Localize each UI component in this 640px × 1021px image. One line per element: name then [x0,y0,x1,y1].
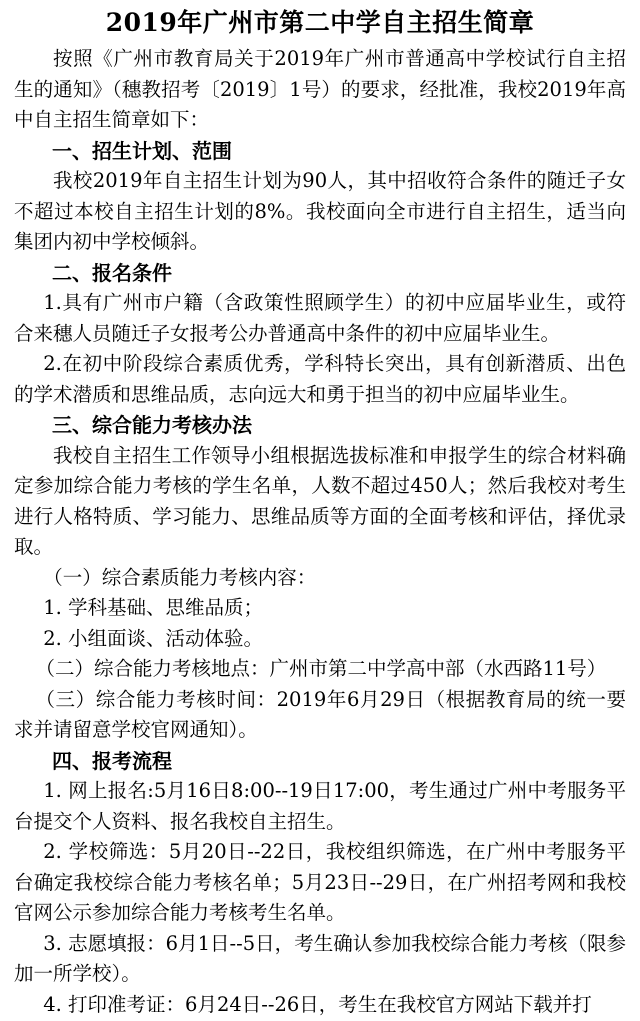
section-3-paragraph-3: 1. 学科基础、思维品质； [43,596,264,619]
section-4-paragraph-1: 1. 网上报名:5月16日8:00--19日17:00，考生通过广州中考服务平台提交个人资料、报名我校自主招生。 [14,779,626,833]
section-3-paragraph-4: 2. 小组面谈、活动体验。 [43,626,264,650]
section-heading-4: 四、报考流程 [52,748,172,773]
section-4-paragraph-4: 4. 打印准考证：6月24日--26日，考生在我校官方网站下载并打 [43,992,592,1016]
intro-paragraph: 按照《广州市教育局关于2019年广州市普通高中学校试行自主招生的通知》（穗教招考〔2019〕1号）的要求，经批准，我校2019年高中自主招生简章如下： [14,47,626,131]
section-heading-2: 二、报名条件 [52,260,172,285]
section-heading-3: 三、综合能力考核办法 [52,413,252,437]
section-3-paragraph-5: （二）综合能力考核地点：广州市第二中学高中部（水西路11号） [35,657,607,680]
section-4-paragraph-2: 2. 学校筛选：5月20日--22日，我校组织筛选，在广州中考服务平台确定我校综合能力考核名单；5月23日--29日，在广州招考网和我校官网公示参加综合能力考核考生名单。 [14,840,626,924]
section-3-paragraph-2: （一）综合素质能力考核内容： [43,565,317,589]
section-2-paragraph-2: 2.在初中阶段综合素质优秀，学科特长突出，具有创新潜质、出色的学术潜质和思维品质，志向远大和勇于担当的初中应届毕业生。 [14,352,626,406]
section-1-paragraph-1: 我校2019年自主招生计划为90人，其中招收符合条件的随迁子女不超过本校自主招生计划的8%。我校面向全市进行自主招生，适当向集团内初中学校倾斜。 [14,169,626,253]
document-title: 2019年广州市第二中学自主招生简章 [105,8,535,37]
section-4-paragraph-3: 3. 志愿填报：6月1日--5日，考生确认参加我校综合能力考核（限参加一所学校）。 [14,931,626,985]
section-heading-1: 一、招生计划、范围 [52,138,232,163]
section-3-paragraph-1: 我校自主招生工作领导小组根据选拔标准和申报学生的综合材料确定参加综合能力考核的学生名单，人数不超过450人；然后我校对考生进行人格特质、学习能力、思维品质等方面的全面考核和评估，择优录取。 [14,443,626,558]
section-3-paragraph-6: （三）综合能力考核时间：2019年6月29日（根据教育局的统一要求并请留意学校官网通知）。 [14,687,626,741]
section-2-paragraph-1: 1.具有广州市户籍（含政策性照顾学生）的初中应届毕业生，或符合来穗人员随迁子女报考公办普通高中条件的初中应届毕业生。 [14,291,626,345]
